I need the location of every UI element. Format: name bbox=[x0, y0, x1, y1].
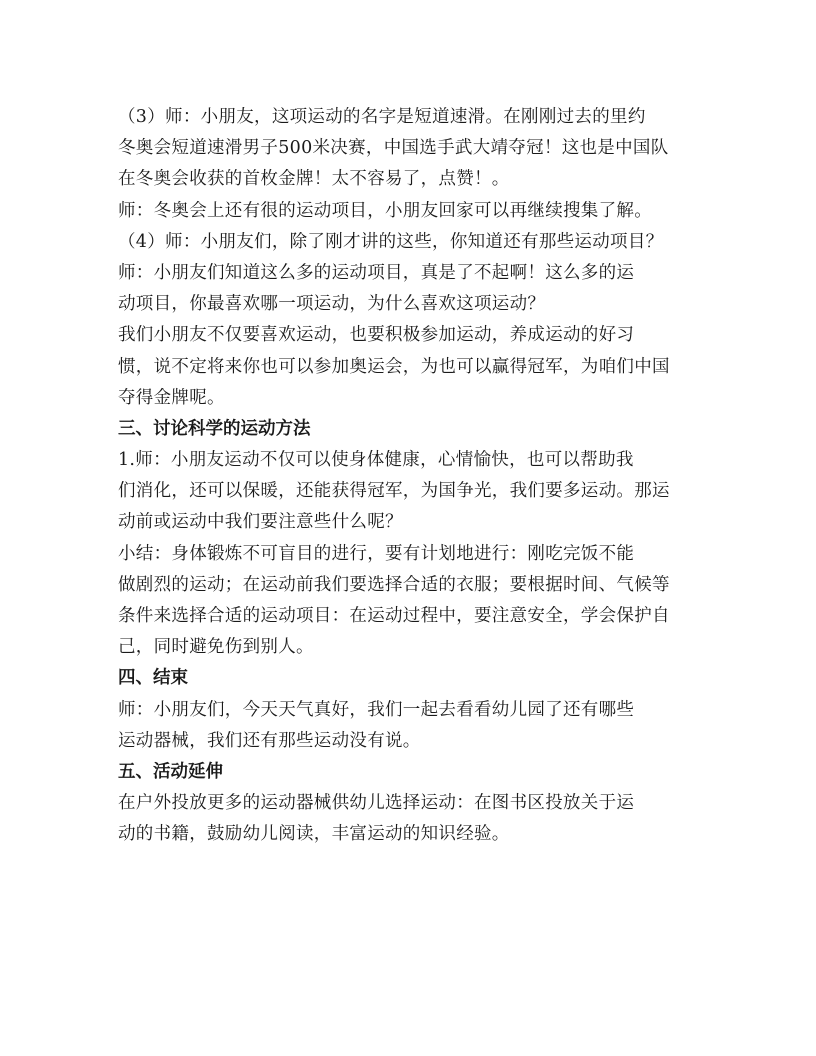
text-line: 惯，说不定将来你也可以参加奥运会，为也可以赢得冠军，为咱们中国 bbox=[118, 356, 670, 377]
text-line: （3）师：小朋友，这项运动的名字是短道速滑。在刚刚过去的里约 bbox=[118, 107, 646, 127]
text-line: （4）师：小朋友们，除了刚才讲的这些，你知道还有那些运动项目？ bbox=[118, 231, 664, 252]
text-line: 师：小朋友们知道这么多的运动项目，真是了不起啊！这么多的运 bbox=[118, 262, 635, 283]
text-line: 们消化，还可以保暖，还能获得冠军，为国争光，我们要多运动。那运 bbox=[118, 481, 670, 502]
text-line: 师：小朋友们，今天天气真好，我们一起去看看幼儿园了还有哪些 bbox=[118, 699, 635, 720]
text-line: 在户外投放更多的运动器械供幼儿选择运动：在图书区投放关于运 bbox=[118, 793, 635, 814]
text-line: 动的书籍，鼓励幼儿阅读，丰富运动的知识经验。 bbox=[118, 824, 510, 845]
text-line: 师：冬奥会上还有很的运动项目，小朋友回家可以再继续搜集了解。 bbox=[118, 200, 652, 221]
section-heading-3: 三、讨论科学的运动方法 bbox=[118, 418, 311, 439]
text-line: 动项目，你最喜欢哪一项运动，为什么喜欢这项运动？ bbox=[118, 294, 546, 315]
text-line: 动前或运动中我们要注意些什么呢？ bbox=[118, 512, 403, 533]
text-line: 夺得金牌呢。 bbox=[118, 387, 225, 408]
section-heading-4: 四、结束 bbox=[118, 668, 188, 689]
text-line: 小结：身体锻炼不可盲目的进行，要有计划地进行：刚吃完饭不能 bbox=[118, 543, 635, 564]
text-line: 冬奥会短道速滑男子500米决赛，中国选手武大靖夺冠！这也是中国队 bbox=[118, 138, 669, 159]
text-line: 我们小朋友不仅要喜欢运动，也要积极参加运动，养成运动的好习 bbox=[118, 325, 635, 346]
text-line: 运动器械，我们还有那些运动没有说。 bbox=[118, 730, 421, 751]
section-heading-5: 五、活动延伸 bbox=[118, 761, 223, 782]
text-line: 条件来选择合适的运动项目：在运动过程中，要注意安全，学会保护自 bbox=[118, 606, 670, 626]
text-line: 做剧烈的运动；在运动前我们要选择合适的衣服；要根据时间、气候等 bbox=[118, 574, 670, 595]
text-line: 在冬奥会收获的首枚金牌！太不容易了，点赞！。 bbox=[118, 169, 510, 190]
document-body bbox=[118, 102, 708, 851]
text-line: 1.师：小朋友运动不仅可以使身体健康，心情愉快，也可以帮助我 bbox=[118, 450, 634, 471]
text-line: 己，同时避免伤到别人。 bbox=[118, 637, 314, 658]
